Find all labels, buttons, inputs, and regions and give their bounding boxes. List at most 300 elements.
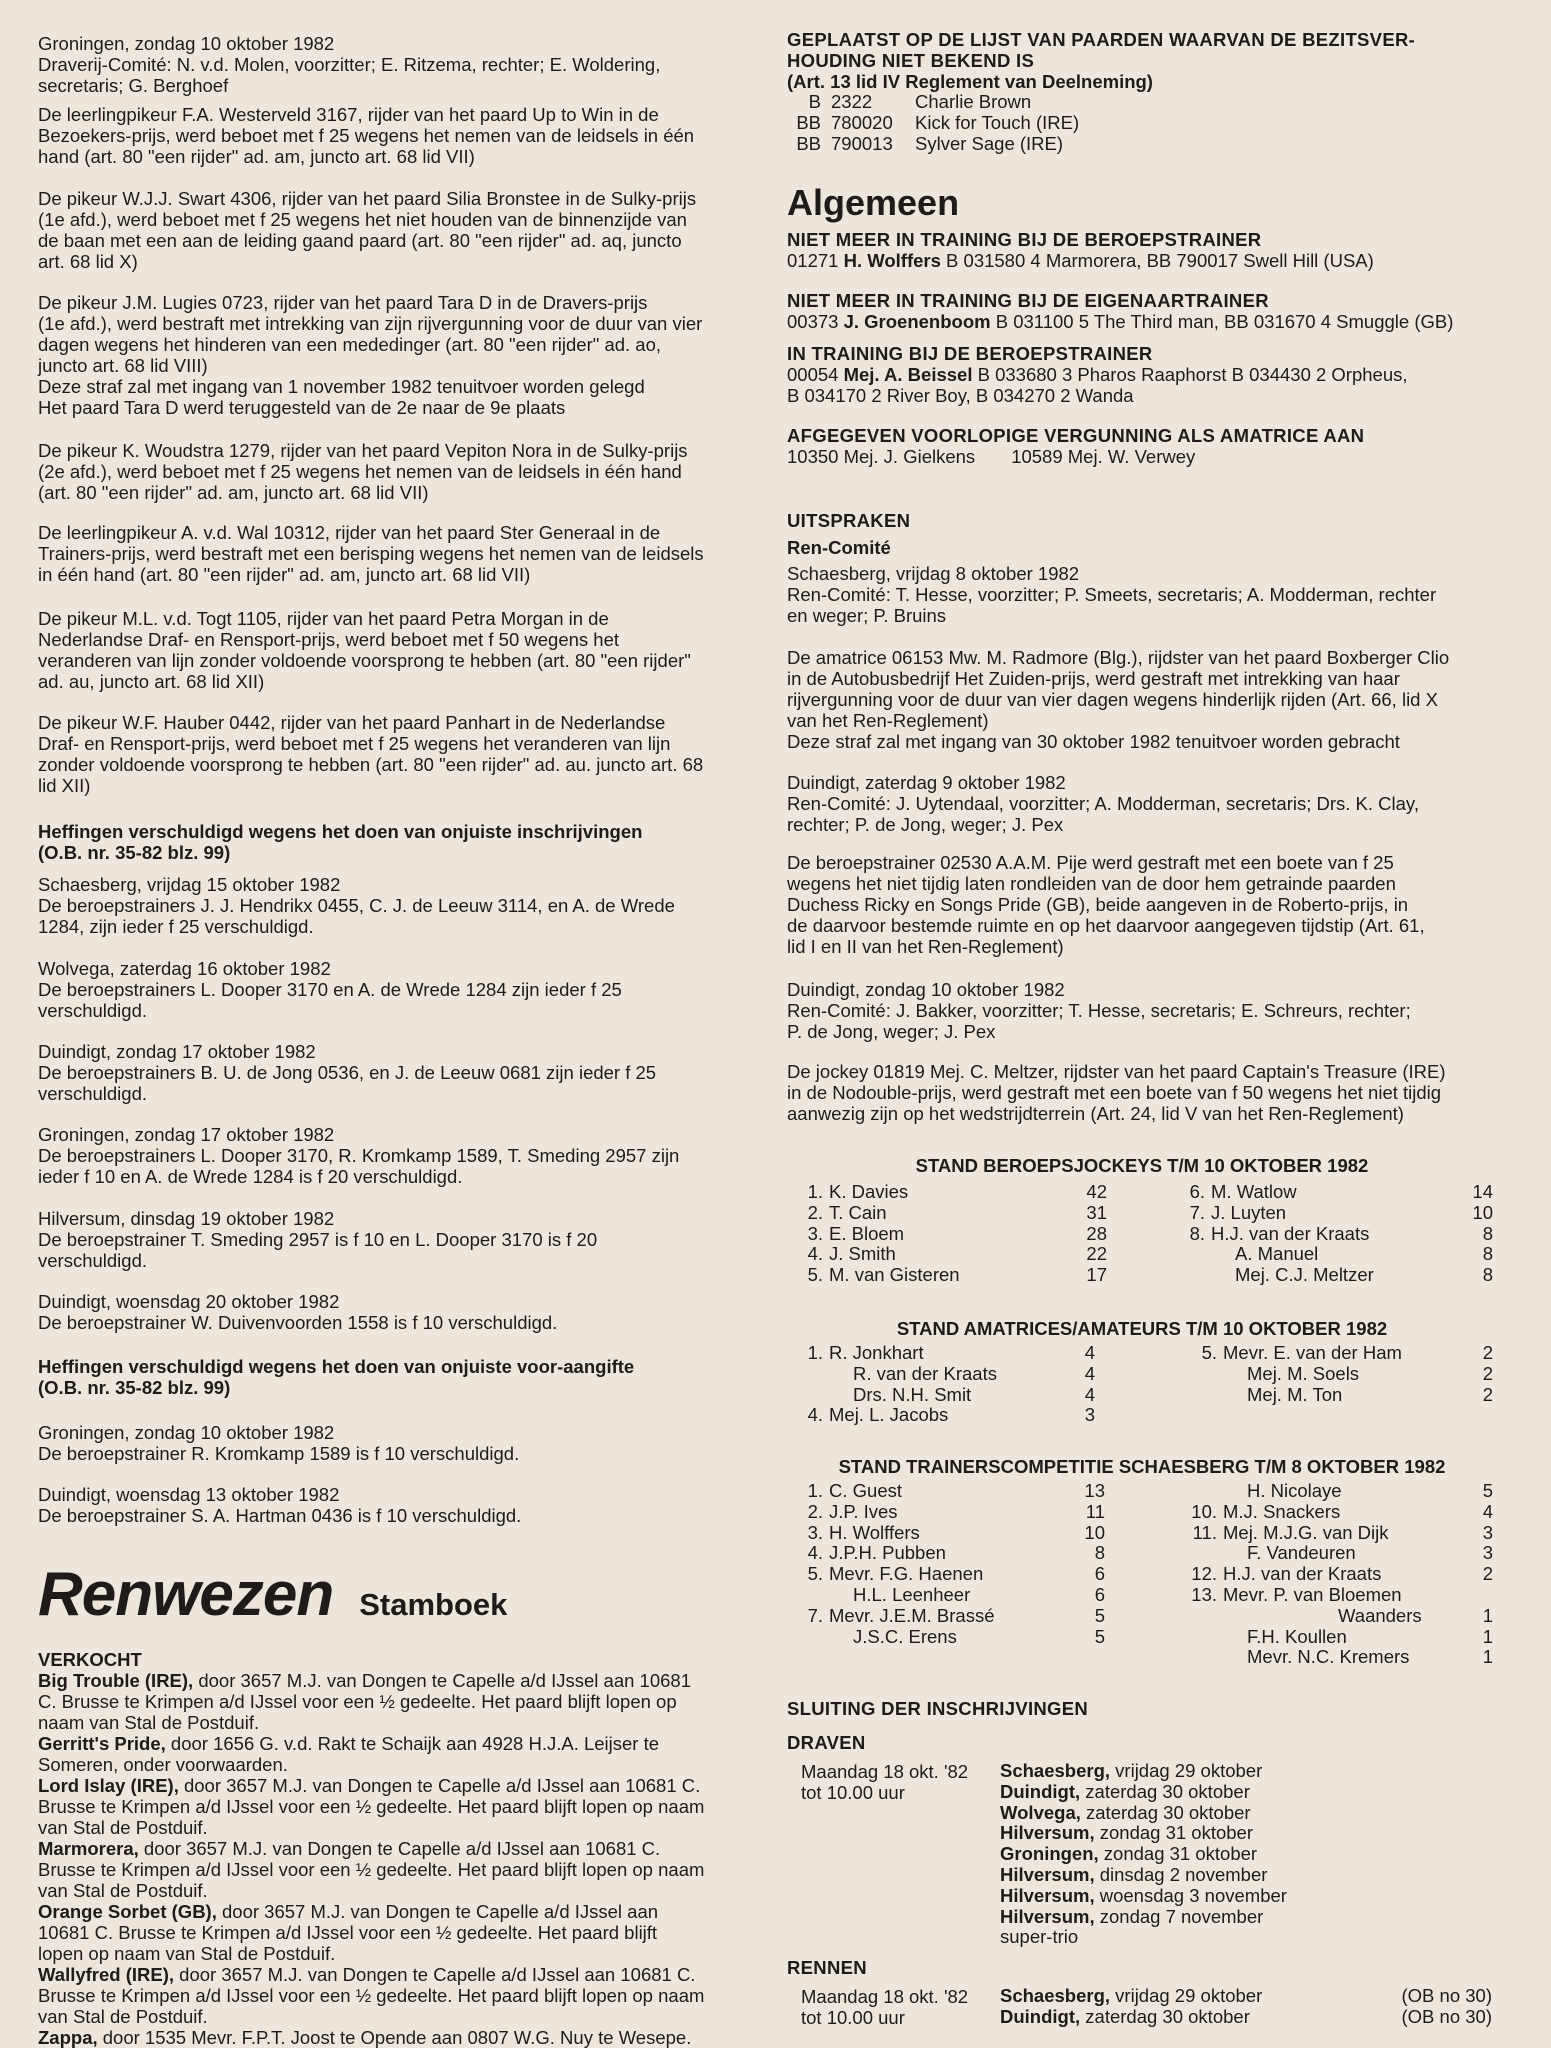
standings-row [1177, 1244, 1493, 1265]
standings-row [1189, 1364, 1493, 1385]
score: 2 [1482, 1362, 1493, 1384]
person-name: J. Smith [829, 1243, 896, 1265]
meeting-date: zondag 31 oktober [1098, 1843, 1258, 1865]
paragraph [787, 250, 1497, 271]
draven-meetings [1000, 1761, 1287, 1948]
renwezen-header [38, 1562, 743, 1628]
rank: 1. [807, 1480, 823, 1501]
horse-prefix: B [808, 91, 821, 112]
meeting-row [1000, 2007, 1492, 2028]
horse-name: Zappa, [38, 2027, 98, 2048]
meeting-row [1000, 1761, 1287, 1782]
draven-heading: DRAVEN [787, 1732, 866, 1753]
paragraph: Groningen, zondag 17 oktober 1982 De beroepstrainers L. Dooper 3170, R. Kromkamp 1589, T. Smeding 2957 zijn ieder f 10 en A. de Wrede 1284 is f 20 verschuldigd. [38, 1124, 680, 1187]
rank [795, 1585, 829, 1606]
meeting-cell [1000, 1865, 1287, 1886]
paragraph: De pikeur K. Woudstra 1279, rijder van het paard Vepiton Nora in de Sulky-prijs (2e afd.), werd beboet met f 25 wegens het nemen van de leidsels in één hand (art. 80 "een rijder" ad. am, juncto art. 68 lid VII) [38, 440, 688, 503]
section-heading: SLUITING DER INSCHRIJVINGEN [787, 1698, 1089, 1719]
score: 6 [1094, 1583, 1105, 1605]
paragraph: Duindigt, woensdag 20 oktober 1982 De beroepstrainer W. Duivenvoorden 1558 is f 10 verschuldigd. [38, 1291, 558, 1333]
meeting-cell [1000, 1782, 1287, 1803]
rank [1189, 1543, 1223, 1564]
meeting-date: vrijdag 29 oktober [1110, 1985, 1263, 2006]
person-name: J.P. Ives [829, 1500, 898, 1522]
person-name: E. Bloem [829, 1222, 905, 1244]
standings-table-right [1189, 1343, 1493, 1405]
horse-details: B 031100 5 The Third man, BB 031670 4 Smuggle (GB) [990, 311, 1454, 332]
standings-row [795, 1481, 1105, 1502]
person-name: M. van Gisteren [829, 1264, 960, 1286]
rank: 1. [807, 1181, 823, 1202]
horse-row [787, 113, 1079, 134]
heffing-duindigt-2 [38, 1291, 743, 1333]
person-name: Drs. N.H. Smit [853, 1383, 972, 1405]
meeting-row [1000, 1803, 1287, 1824]
meeting-row [1000, 1986, 1492, 2007]
paragraph: De leerlingpikeur A. v.d. Wal 10312, rijder van het paard Ster Generaal in de Trainers-prijs, werd bestraft met een berisping wegens het nemen van de leidsels in één hand (art. 80 "een rijder" ad. am, juncto art. 68 lid VII) [38, 522, 704, 585]
score: 4 [1084, 1362, 1095, 1384]
horse-number: 780020 [831, 111, 893, 133]
score [1480, 1585, 1493, 1606]
standings-row [795, 1385, 1095, 1406]
horse-name: Charlie Brown [915, 91, 1032, 112]
person-name: K. Davies [829, 1181, 909, 1202]
ruling-westerveld [38, 104, 743, 167]
sale-details: door 3657 M.J. van Dongen te Capelle a/d IJssel aan 10681 C. Brusse te Krimpen a/d IJssel voor een ½ gedeelte. Het paard blijft lopen op naam van Stal de Postduif. [38, 1901, 659, 1964]
paragraph: De pikeur J.M. Lugies 0723, rijder van het paard Tara D in de Dravers-prijs (1e afd.), werd bestraft met intrekking van zijn rijvergunning voor de duur van vier dagen wegens het hinderen van een mededinger (art. 80 "een rijder" ad. ao, juncto art. 68 lid VIII) Deze straf zal met ingang van 1 november 1982 tenuitvoer worden gelegd Het paard Tara D werd teruggesteld van de 2e naar de 9e plaats [38, 292, 703, 418]
score: 10 [1084, 1521, 1105, 1543]
horse-row [787, 92, 1079, 113]
license-holder: 10350 Mej. J. Gielkens [787, 446, 976, 467]
section-heading: NIET MEER IN TRAINING BIJ DE EIGENAARTRAINER [787, 290, 1269, 311]
score: 3 [1482, 1542, 1493, 1564]
standings-row [795, 1606, 1105, 1627]
rank: 4. [807, 1542, 823, 1564]
standings-row [1177, 1224, 1493, 1245]
rank [1189, 1481, 1223, 1502]
sale-details: door 3657 M.J. van Dongen te Capelle a/d IJssel aan 10681 C. Brusse te Krimpen a/d IJssel voor een ½ gedeelte. Het paard blijft lopen op naam van Stal de Postduif. [38, 1964, 705, 2027]
venue: Duindigt, [1000, 1780, 1081, 1802]
rank: 10. [1191, 1500, 1217, 1522]
person-name: Mej. C.J. Meltzer [1235, 1264, 1374, 1286]
score: 5 [1482, 1480, 1493, 1501]
section-subheading: (Art. 13 lid IV Reglement van Deelneming) [787, 71, 1153, 92]
meeting-date: zaterdag 30 oktober [1080, 1780, 1250, 1802]
sale-details: door 3657 M.J. van Dongen te Capelle a/d IJssel aan 10681 C. Brusse te Krimpen a/d IJssel voor een ½ gedeelte. Het paard blijft lopen op naam van Stal de Postduif. [38, 1670, 691, 1733]
section-heading: IN TRAINING BIJ DE BEROEPSTRAINER [787, 343, 1153, 364]
section-heading: Heffingen verschuldigd wegens het doen van onjuiste inschrijvingen (O.B. nr. 35-82 blz. 99) [38, 821, 643, 863]
paragraph: Schaesberg, vrijdag 15 oktober 1982 De beroepstrainers J. J. Hendrikx 0455, C. J. de Leeuw 3114, en A. de Wrede 1284, zijn ieder f 25 verschuldigd. [38, 874, 675, 937]
closing-deadline: Maandag 18 okt. '82 tot 10.00 uur [801, 1761, 969, 1803]
paragraph: Duindigt, zondag 10 oktober 1982 Ren-Comité: J. Bakker, voorzitter; T. Hesse, secretaris; E. Schreurs, rechter; P. de Jong, weger; J. Pex [787, 979, 1411, 1042]
person-name: Mevr. P. van Bloemen [1223, 1583, 1402, 1605]
score: 1 [1482, 1604, 1493, 1626]
rank [795, 1385, 829, 1406]
standings-row [1189, 1564, 1493, 1585]
meeting-row [1000, 1782, 1287, 1803]
sold-entry [38, 1670, 743, 1733]
meeting-cell [1000, 2007, 1366, 2028]
horse-row [787, 134, 1079, 155]
license-number: 00054 [787, 364, 844, 385]
sale-details: door 1535 Mevr. F.P.T. Joost te Opende aan 0807 W.G. Nuy te Wesepe. [97, 2027, 692, 2048]
sold-entry [38, 1733, 743, 1775]
rank: 12. [1191, 1563, 1217, 1585]
rank: 4. [807, 1243, 823, 1265]
meeting-cell [1000, 1844, 1287, 1865]
section-title: Algemeen [787, 182, 960, 223]
rennen-section [787, 1957, 1497, 2046]
rank: 2. [807, 1500, 823, 1522]
meeting-row [1000, 1865, 1287, 1886]
ruling-meltzer [787, 1061, 1497, 1124]
aangifte-groningen [38, 1422, 743, 1464]
meeting-date: super-trio [1000, 1926, 1079, 1948]
person-name: H. Wolffers [829, 1521, 920, 1543]
person-name: Mevr. E. van der Ham [1223, 1342, 1402, 1363]
person-name: C. Guest [829, 1480, 902, 1501]
paragraph: Duindigt, zondag 17 oktober 1982 De beroepstrainers B. U. de Jong 0536, en J. de Leeuw 0681 zijn ieder f 25 verschuldigd. [38, 1041, 657, 1104]
rank [795, 1364, 829, 1385]
person-name: M.J. Snackers [1223, 1500, 1341, 1522]
venue: Duindigt, [1000, 2005, 1081, 2027]
paragraph: Duindigt, zaterdag 9 oktober 1982 Ren-Comité: J. Uytendaal, voorzitter; A. Modderman, secretaris; Drs. K. Clay, rechter; P. de Jong, weger; J. Pex [787, 772, 1419, 835]
person-name: Mej. M. Soels [1247, 1362, 1360, 1384]
paragraph: Groningen, zondag 10 oktober 1982 De beroepstrainer R. Kromkamp 1589 is f 10 verschuldigd. [38, 1422, 520, 1464]
rank: 11. [1192, 1521, 1217, 1543]
person-name: R. Jonkhart [829, 1342, 924, 1363]
standings-row [1189, 1502, 1493, 1523]
rank: 2. [807, 1201, 823, 1223]
section-title: Renwezen [38, 1560, 334, 1629]
uitspraken-section [787, 510, 1497, 558]
score: 5 [1094, 1625, 1105, 1647]
person-name: H.L. Leenheer [853, 1583, 971, 1605]
rank: 13. [1191, 1583, 1217, 1605]
heading-onjuiste-voor-aangifte [38, 1356, 743, 1398]
horse-prefix: BB [796, 132, 821, 154]
paragraph: Wolvega, zaterdag 16 oktober 1982 De beroepstrainers L. Dooper 3170 en A. de Wrede 1284 zijn ieder f 25 verschuldigd. [38, 958, 622, 1021]
score: 10 [1472, 1201, 1493, 1223]
venue: Schaesberg, [1000, 1985, 1111, 2006]
score: 2 [1482, 1342, 1493, 1363]
person-name: F. Vandeuren [1247, 1542, 1356, 1564]
person-name: R. van der Kraats [853, 1362, 997, 1384]
standings-row [795, 1627, 1105, 1648]
rank: 3. [807, 1521, 823, 1543]
paragraph [787, 446, 1497, 467]
license-holder: 10589 Mej. W. Verwey [1011, 446, 1196, 467]
person-name: M. Watlow [1211, 1181, 1297, 1202]
paragraph: Duindigt, woensdag 13 oktober 1982 De beroepstrainer S. A. Hartman 0436 is f 10 verschuldigd. [38, 1484, 522, 1526]
standings-row [1189, 1585, 1493, 1606]
score: 4 [1084, 1383, 1095, 1405]
rennen-heading: RENNEN [787, 1957, 867, 1978]
venue: Groningen, [1000, 1843, 1099, 1865]
meeting-date: dinsdag 2 november [1094, 1863, 1268, 1885]
meeting-cell [1000, 1823, 1287, 1844]
person-name: Mej. M.J.G. van Dijk [1223, 1521, 1389, 1543]
horse-details: B 031580 4 Marmorera, BB 790017 Swell Hill (USA) [940, 250, 1374, 271]
license-number: 01271 [787, 250, 844, 271]
standings-row [795, 1265, 1107, 1286]
meeting-cell [1000, 1803, 1287, 1824]
person-name: Mej. L. Jacobs [829, 1404, 949, 1426]
meeting-cell [1000, 1986, 1366, 2007]
score: 4 [1482, 1500, 1493, 1522]
venue: Wolvega, [1000, 1801, 1081, 1823]
rank: 1. [807, 1342, 823, 1363]
score: 3 [1482, 1521, 1493, 1543]
rank [1189, 1364, 1223, 1385]
paragraph: De leerlingpikeur F.A. Westerveld 3167, rijder van het paard Up to Win in de Bezoekers-prijs, werd beboet met f 25 wegens het nemen van de leidsels in één hand (art. 80 "een rijder" ad. am, juncto art. 68 lid VII) [38, 104, 695, 167]
venue: Hilversum, [1000, 1884, 1095, 1906]
section-heading: UITSPRAKEN [787, 510, 911, 531]
rank: 7. [807, 1604, 823, 1626]
rank: 5. [1201, 1342, 1217, 1363]
standings-row [1189, 1385, 1493, 1406]
horse-name: Orange Sorbet (GB), [38, 1901, 217, 1922]
in-training-beroeps [787, 343, 1497, 406]
meeting-cell [1000, 1761, 1287, 1782]
person-name: Mevr. N.C. Kremers [1247, 1646, 1410, 1668]
standings-row [1189, 1647, 1493, 1668]
score: 17 [1086, 1264, 1107, 1286]
ruling-hauber [38, 712, 743, 796]
stand-amatrices [787, 1318, 1497, 1433]
rank [795, 1627, 829, 1648]
score: 2 [1482, 1563, 1493, 1585]
standings-row [1177, 1203, 1493, 1224]
meeting-cell [1000, 1886, 1287, 1907]
horse-number: 790013 [831, 132, 893, 154]
paragraph: De jockey 01819 Mej. C. Meltzer, rijdster van het paard Captain's Treasure (IRE) in de Nodouble-prijs, werd gestraft met een boete van f 50 wegens het niet tijdig aanwezig zijn op het wedstrijdterrein (Art. 24, lid V van het Ren-Reglement) [787, 1061, 1446, 1124]
section-heading: NIET MEER IN TRAINING BIJ DE BEROEPSTRAINER [787, 229, 1262, 250]
horse-name: Big Trouble (IRE), [38, 1670, 194, 1691]
stand-trainerscompetitie [787, 1456, 1497, 1681]
trainer-name: J. Groenenboom [843, 311, 991, 332]
section-heading: Heffingen verschuldigd wegens het doen van onjuiste voor-aangifte (O.B. nr. 35-82 blz. 99) [38, 1356, 635, 1398]
score: 2 [1482, 1383, 1493, 1405]
score: 3 [1084, 1404, 1095, 1426]
horse-name: Sylver Sage (IRE) [915, 132, 1064, 154]
section-heading: GEPLAATST OP DE LIJST VAN PAARDEN WAARVAN DE BEZITSVER- HOUDING NIET BEKEND IS [787, 29, 1416, 71]
paragraph: Groningen, zondag 10 oktober 1982 Draverij-Comité: N. v.d. Molen, voorzitter; E. Ritzema, rechter; E. Woldering, secretaris; G. Berghoef [38, 33, 661, 96]
niet-meer-eigenaar [787, 290, 1497, 332]
person-name: Mevr. J.E.M. Brassé [829, 1604, 995, 1626]
standings-row [795, 1244, 1107, 1265]
standings-row [795, 1502, 1105, 1523]
standings-title: STAND BEROEPSJOCKEYS T/M 10 OKTOBER 1982 [915, 1155, 1369, 1176]
standings-table-left [795, 1182, 1107, 1286]
standings-row [795, 1585, 1105, 1606]
verkocht-heading: VERKOCHT [38, 1649, 142, 1670]
rank [1189, 1606, 1223, 1627]
person-name: F.H. Koullen [1247, 1625, 1347, 1647]
geplaatst-section [787, 29, 1497, 154]
score: 1 [1482, 1646, 1493, 1668]
person-name: T. Cain [829, 1201, 887, 1223]
venue: Schaesberg, [1000, 1760, 1111, 1781]
rank: 3. [807, 1222, 823, 1244]
sold-list [38, 1670, 743, 2048]
heffing-duindigt [38, 1041, 743, 1104]
horse-name: Kick for Touch (IRE) [915, 111, 1080, 133]
sluiting-section [787, 1698, 1497, 1961]
horse-details: B 033680 3 Pharos Raaphorst B 034430 2 Orpheus, B 034170 2 River Boy, B 034270 2 Wanda [787, 364, 1408, 406]
score: 8 [1482, 1243, 1493, 1265]
person-name: Waanders [1338, 1604, 1422, 1626]
ob-reference: (OB no 30) [1401, 1985, 1492, 2006]
paragraph: De pikeur W.F. Hauber 0442, rijder van het paard Panhart in de Nederlandse Draf- en Rensport-prijs, werd beboet met f 25 wegens het veranderen van lijn zonder voldoende voorsprong te hebben (art. 80 "een rijder" ad. au. juncto art. 68 lid XII) [38, 712, 704, 796]
standings-row [795, 1203, 1107, 1224]
score: 1 [1482, 1625, 1493, 1647]
horse-name: Lord Islay (IRE), [38, 1775, 179, 1796]
standings-row [1189, 1523, 1493, 1544]
rank [1189, 1627, 1223, 1648]
heffing-hilversum [38, 1208, 743, 1271]
meeting-date: zondag 7 november [1094, 1905, 1264, 1927]
score: 28 [1086, 1222, 1107, 1244]
section-subheading: Ren-Comité [787, 537, 891, 558]
algemeen-title-block [787, 183, 1497, 223]
stand-beroepsjockeys [787, 1155, 1497, 1292]
standings-row [795, 1543, 1105, 1564]
standings-row [795, 1182, 1107, 1203]
horse-name: Wallyfred (IRE), [38, 1964, 175, 1985]
meeting-date: zondag 31 oktober [1094, 1822, 1254, 1844]
meeting-row [1000, 1823, 1287, 1844]
sold-entry [38, 1901, 743, 1964]
horse-number: 2322 [831, 91, 873, 112]
heffing-schaesberg [38, 874, 743, 937]
paragraph: De pikeur M.L. v.d. Togt 1105, rijder van het paard Petra Morgan in de Nederlandse Draf- en Rensport-prijs, werd beboet met f 50 wegens het veranderen van lijn zonder voldoende voorsprong te hebben (art. 80 "een rijder" ad. au, juncto art. 68 lid XII) [38, 608, 691, 692]
standings-row [1189, 1606, 1493, 1627]
standings-row [1189, 1543, 1493, 1564]
ruling-woudstra [38, 440, 743, 503]
standings-row [1189, 1627, 1493, 1648]
person-name: H.J. van der Kraats [1223, 1563, 1382, 1585]
rank [1177, 1265, 1211, 1286]
ruling-vd-wal [38, 522, 743, 585]
horse-prefix: BB [796, 111, 821, 133]
standings-table-left [795, 1481, 1105, 1647]
standings-row [1177, 1265, 1493, 1286]
score: 5 [1094, 1604, 1105, 1626]
score: 4 [1084, 1342, 1095, 1363]
person-name: J. Luyten [1211, 1201, 1287, 1223]
ruling-radmore [787, 647, 1497, 752]
standings-table-right [1177, 1182, 1493, 1286]
standings-table-right [1189, 1481, 1493, 1668]
meeting-date: woensdag 3 november [1094, 1884, 1287, 1906]
ruling-pije [787, 852, 1497, 957]
sold-entry [38, 1775, 743, 1838]
license-number: 00373 [787, 311, 844, 332]
venue: Hilversum, [1000, 1905, 1095, 1927]
meeting-row [1000, 1886, 1287, 1907]
trainer-name: Mej. A. Beissel [843, 364, 973, 385]
score: 13 [1084, 1480, 1105, 1501]
paragraph [787, 311, 1497, 332]
rank: 5. [807, 1563, 823, 1585]
trainer-name: H. Wolffers [843, 250, 941, 271]
score: 11 [1085, 1500, 1105, 1522]
score: 6 [1094, 1563, 1105, 1585]
meeting-date: zaterdag 30 oktober [1080, 2005, 1250, 2027]
paragraph: Hilversum, dinsdag 19 oktober 1982 De beroepstrainer T. Smeding 2957 is f 10 en L. Dooper 3170 is f 20 verschuldigd. [38, 1208, 598, 1271]
standings-row [795, 1224, 1107, 1245]
person-name: J.S.C. Erens [853, 1625, 957, 1647]
paragraph: De amatrice 06153 Mw. M. Radmore (Blg.), rijdster van het paard Boxberger Clio in de Autobusbedrijf Het Zuiden-prijs, werd gestraft met intrekking van haar rijvergunning voor de duur van vier dagen wegens hinderlijk rijden (Art. 66, lid X van het Ren-Reglement) Deze straf zal met ingang van 30 oktober 1982 tenuitvoer worden gebracht [787, 647, 1450, 752]
aangifte-duindigt [38, 1484, 743, 1526]
standings-row [1189, 1481, 1493, 1502]
ruling-swart [38, 188, 743, 272]
section-heading: AFGEGEVEN VOORLOPIGE VERGUNNING ALS AMATRICE AAN [787, 425, 1365, 446]
rennen-meetings [1000, 1986, 1492, 2028]
sold-entry [38, 1838, 743, 1901]
person-name: J.P.H. Pubben [829, 1542, 946, 1564]
meeting-groningen [38, 33, 743, 96]
venue: Hilversum, [1000, 1822, 1095, 1844]
meeting-row [1000, 1927, 1287, 1948]
rank: 8. [1189, 1222, 1205, 1244]
person-name: A. Manuel [1235, 1243, 1319, 1265]
standings-row [1177, 1182, 1493, 1203]
rank [1177, 1244, 1211, 1265]
rank [1189, 1647, 1223, 1668]
standings-row [1189, 1343, 1493, 1364]
heffing-wolvega [38, 958, 743, 1021]
horse-name: Marmorera, [38, 1838, 139, 1859]
section-subtitle: Stamboek [359, 1587, 508, 1622]
standings-row [795, 1564, 1105, 1585]
standings-row [795, 1523, 1105, 1544]
person-name: H.J. van der Kraats [1211, 1222, 1370, 1244]
ruling-lugies [38, 292, 743, 418]
afgegeven-vergunning [787, 425, 1497, 467]
horse-name: Gerritt's Pride, [38, 1733, 166, 1754]
ruling-vd-togt [38, 608, 743, 692]
rank: 7. [1189, 1201, 1205, 1223]
sold-section [38, 1649, 743, 2048]
score: 22 [1086, 1243, 1107, 1265]
standings-table-left [795, 1343, 1095, 1426]
standings-row [795, 1405, 1095, 1426]
score: 31 [1086, 1201, 1107, 1223]
standings-title: STAND TRAINERSCOMPETITIE SCHAESBERG T/M 8 OKTOBER 1982 [838, 1456, 1446, 1477]
ruling-schaesberg [787, 563, 1497, 626]
sold-entry [38, 2027, 743, 2048]
standings-row [795, 1364, 1095, 1385]
horse-list [787, 92, 1079, 154]
person-name: H. Nicolaye [1247, 1480, 1342, 1501]
paragraph: De beroepstrainer 02530 A.A.M. Pije werd gestraft met een boete van f 25 wegens het niet tijdig laten rondleiden van de door hem getrainde paarden Duchess Ricky en Songs Pride (GB), beide aangeven in de Roberto-prijs, in de daarvoor bestemde ruimte en op het daarvoor aangegeven tijdstip (Art. 61, lid I en II van het Ren-Reglement) [787, 852, 1425, 957]
paragraph: De pikeur W.J.J. Swart 4306, rijder van het paard Silia Bronstee in de Sulky-prijs (1e afd.), werd beboet met f 25 wegens het niet houden van de binnenzijde van de baan met een aan de leiding gaand paard (art. 80 "een rijder" ad. aq, juncto art. 68 lid X) [38, 188, 697, 272]
sale-details: door 1656 G. v.d. Rakt te Schaijk aan 4928 H.J.A. Leijser te Someren, onder voorwaarden. [38, 1733, 660, 1775]
meeting-row [1000, 1907, 1287, 1928]
rank: 6. [1189, 1181, 1205, 1202]
ob-reference: (OB no 30) [1401, 2005, 1492, 2027]
standings-title: STAND AMATRICES/AMATEURS T/M 10 OKTOBER 1982 [896, 1318, 1388, 1339]
meeting-date: vrijdag 29 oktober [1110, 1760, 1263, 1781]
ruling-duindigt-10 [787, 979, 1497, 1042]
person-name: Mevr. F.G. Haenen [829, 1563, 984, 1585]
score: 8 [1482, 1222, 1493, 1244]
niet-meer-beroeps [787, 229, 1497, 271]
score: 42 [1086, 1181, 1107, 1202]
heading-onjuiste-inschrijvingen [38, 821, 743, 863]
